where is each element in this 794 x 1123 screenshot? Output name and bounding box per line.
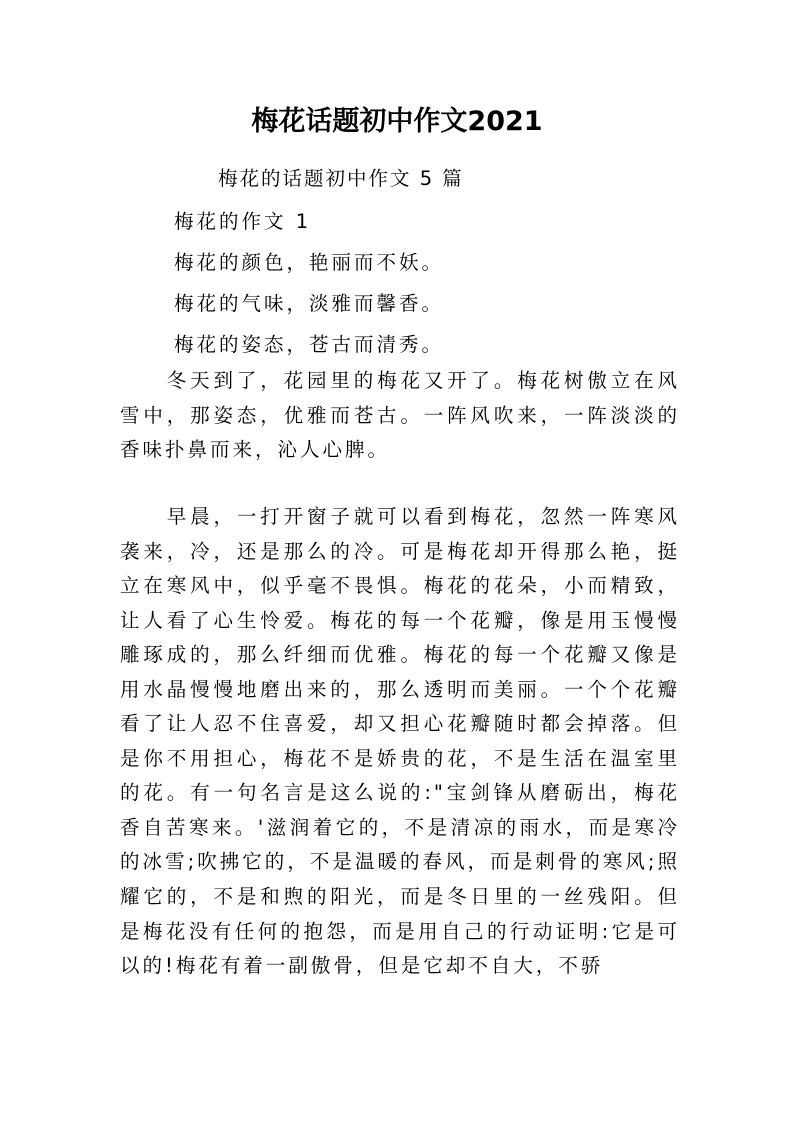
subtitle: 梅花的话题初中作文 5 篇 <box>218 167 464 190</box>
paragraph-morning: 早晨，一打开窗子就可以看到梅花，忽然一阵寒风袭来，冷，还是那么的冷。可是梅花却开得那么艳，挺立在寒风中，似乎毫不畏惧。梅花的花朵，小而精致，让人看了心生怜爱。梅花的每一个花瓣，像是用玉慢慢雕琢成的，那么纤细而优雅。梅花的每一个花瓣又像是用水晶慢慢地磨出来的，那么透明而美丽。一个个花瓣看了让人忍不住喜爱，却又担心花瓣随时都会掉落。但是你不用担心，梅花不是娇贵的花，不是生活在温室里的花。有一句名言是这么说的:"宝剑锋从磨砺出，梅花香自苦寒来。'滋润着它的，不是清凉的雨水，而是寒冷的冰雪;吹拂它的，不是温暖的春风，而是刺骨的寒风;照耀它的，不是和煦的阳光，而是冬日里的一丝残阳。但是梅花没有任何的抱怨，而是用自己的行动证明:它是可以的!梅花有着一副傲骨，但是它却不自大，不骄 <box>120 505 680 978</box>
paragraph-winter: 冬天到了，花园里的梅花又开了。梅花树傲立在风雪中，那姿态，优雅而苍古。一阵风吹来，一阵淡淡的香味扑鼻而来，沁人心脾。 <box>120 369 680 461</box>
text-line-posture: 梅花的姿态，苍古而清秀。 <box>174 333 445 356</box>
text-line-scent: 梅花的气味，淡雅而馨香。 <box>174 292 445 315</box>
essay-heading: 梅花的作文 1 <box>174 210 312 233</box>
text-line-color: 梅花的颜色，艳丽而不妖。 <box>174 251 445 274</box>
page-title: 梅花话题初中作文2021 <box>251 106 543 137</box>
